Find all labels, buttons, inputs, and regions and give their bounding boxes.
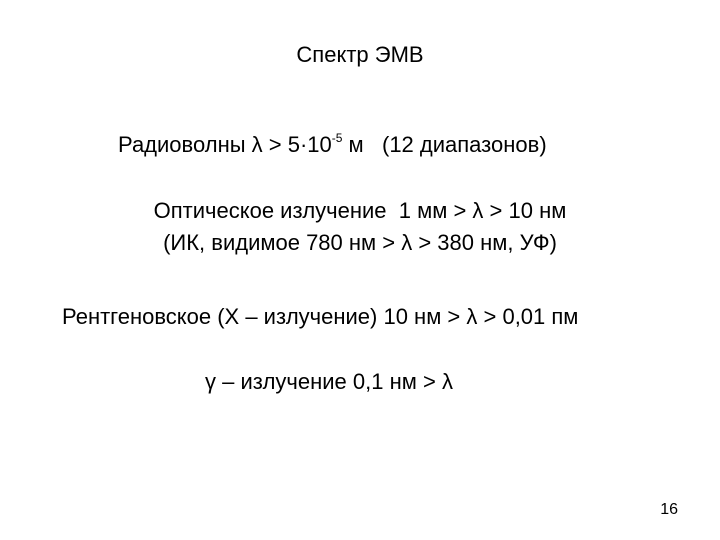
- xray-line: Рентгеновское (X – излучение) 10 нм > λ > 0,01 пм: [62, 304, 579, 329]
- slide-title: Спектр ЭМВ: [296, 42, 424, 67]
- radio-waves-suffix: м (12 диапазонов): [342, 132, 547, 157]
- radio-waves-line: [118, 132, 547, 158]
- optical-radiation-line: Оптическое излучение 1 мм > λ > 10 нм: [153, 198, 567, 223]
- page-number: 16: [660, 501, 678, 518]
- radio-waves-text: Радиоволны λ > 5·10: [118, 132, 332, 157]
- gamma-line: γ – излучение 0,1 нм > λ: [205, 369, 453, 394]
- radio-waves-exponent: -5: [331, 130, 343, 145]
- optical-range-line: (ИК, видимое 780 нм > λ > 380 нм, УФ): [163, 230, 557, 255]
